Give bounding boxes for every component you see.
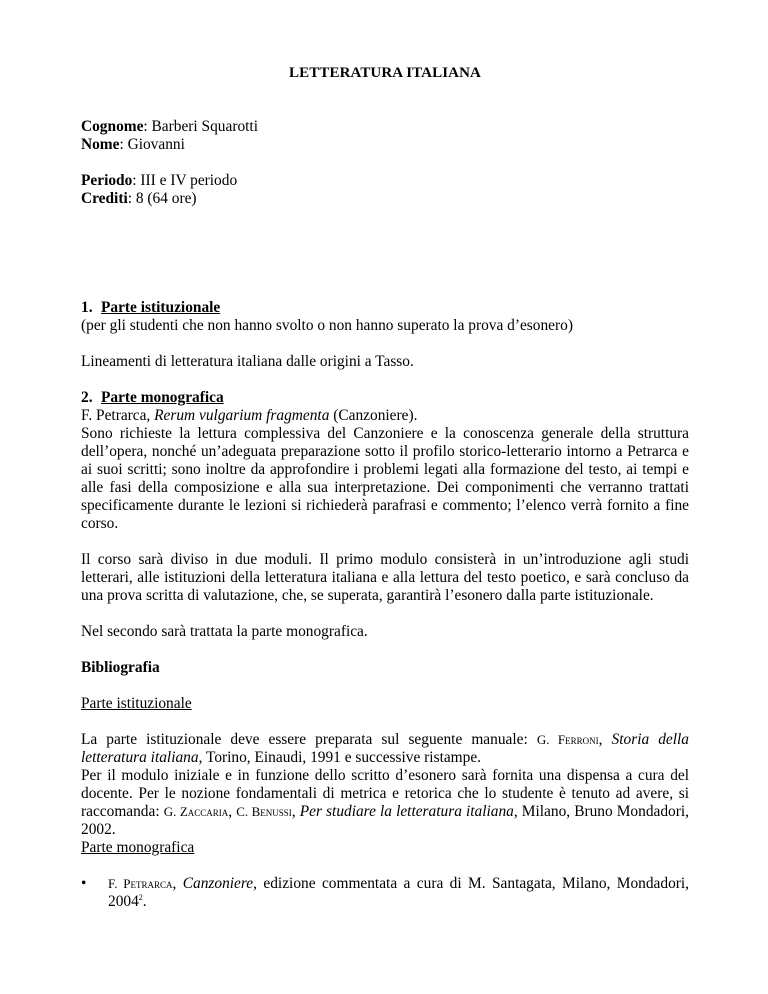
cognome-value: : Barberi Squarotti [143, 118, 258, 135]
nome-value: : Giovanni [119, 136, 185, 153]
crediti-value: : 8 (64 ore) [127, 190, 197, 207]
section2-author: F. Petrarca, [81, 407, 155, 424]
page-title: LETTERATURA ITALIANA [289, 65, 481, 81]
crediti-label: Crediti [81, 190, 128, 207]
author-zaccaria: G. Zaccaria [163, 804, 229, 819]
section2-work-line [81, 407, 417, 425]
cognome-line [81, 118, 258, 136]
bibliography-sub-istituzionale: Parte istituzionale [81, 695, 192, 712]
title-canzoniere: Canzoniere [182, 875, 254, 892]
author-ferroni: G. Ferroni [536, 732, 599, 747]
periodo-value: : III e IV periodo [132, 172, 238, 189]
author-benussi: C. Benussi [236, 804, 292, 819]
section1-title: Parte istituzionale [101, 299, 221, 316]
nome-label: Nome [81, 136, 120, 153]
bibliography-sub-monografica: Parte monografica [81, 839, 195, 856]
section1-note: (per gli studenti che non hanno svolto o non hanno superato la prova d’esonero) [81, 317, 573, 334]
edition-superscript: 2 [138, 892, 143, 902]
crediti-line [81, 190, 197, 208]
title-storia: Storia della letteratura italiana [81, 731, 690, 766]
section2-paragraph-1: Sono richieste la lettura complessiva del Canzoniere e la conoscenza generale della struttura dell’opera, nonché un’adeguata preparazione sotto il profilo storico-letterario intorno a Petrarca e ai suoi scritti; sono inoltre da approfondire i problemi legati alla formazione del testo, ai tempi e alle fasi della composizione e alla sua interpretazione. Dei componimenti che verranno trattati specificamente durante le lezioni si richiederà parafrasi e commento; l’elenco verrà fornito a fine corso. [81, 425, 689, 532]
section2-paragraph-2: Il corso sarà diviso in due moduli. Il primo modulo consisterà in un’introduzione agli studi letterari, alle istituzioni della letteratura italiana e alla lettura del testo poetico, e sarà concluso da una prova scritta di valutazione, che, se superata, garantirà l’esonero dalla parte istituzionale. [81, 551, 689, 604]
bullet-icon: • [81, 875, 87, 892]
cognome-label: Cognome [81, 118, 144, 135]
list-item-text: F. Petrarca, Canzoniere, edizione commentata a cura di M. Santagata, Milano, Mondadori, 2004$^2$. [108, 875, 690, 910]
section2-title: Parte monografica [101, 389, 224, 406]
section1-text: Lineamenti di letteratura italiana dalle origini a Tasso. [81, 353, 414, 370]
periodo-line [81, 172, 237, 190]
bibliography-heading: Bibliografia [81, 659, 160, 676]
bibliography-paragraph-2: Per il modulo iniziale e in funzione dello scritto d’esonero sarà fornita una dispensa a cura del docente. Per le nozione fondamentali di metrica e retorica che lo studente è tenuto ad avere, si raccomanda: G. Zaccaria, C. Benussi, Per studiare la letteratura italiana, Milano, Bruno Mondadori, 2002. [81, 767, 689, 838]
section2-heading [81, 389, 224, 407]
section2-paragraph-3: Nel secondo sarà trattata la parte monografica. [81, 623, 368, 640]
title-per-studiare: Per studiare la letteratura italiana [299, 803, 514, 820]
section1-number: 1. [81, 299, 93, 316]
nome-line [81, 136, 185, 154]
bibliography-paragraph-1: La parte istituzionale deve essere preparata sul seguente manuale: G. Ferroni, Storia della letteratura italiana, Torino, Einaudi, 1991 e successive ristampe. [81, 731, 690, 766]
section2-number: 2. [81, 389, 93, 406]
section1-heading [81, 299, 220, 317]
periodo-label: Periodo [81, 172, 133, 189]
author-petrarca: F. Petrarca [108, 876, 173, 891]
section2-work-after: (Canzoniere). [329, 407, 418, 424]
section2-work-title: Rerum vulgarium fragmenta [154, 407, 330, 424]
